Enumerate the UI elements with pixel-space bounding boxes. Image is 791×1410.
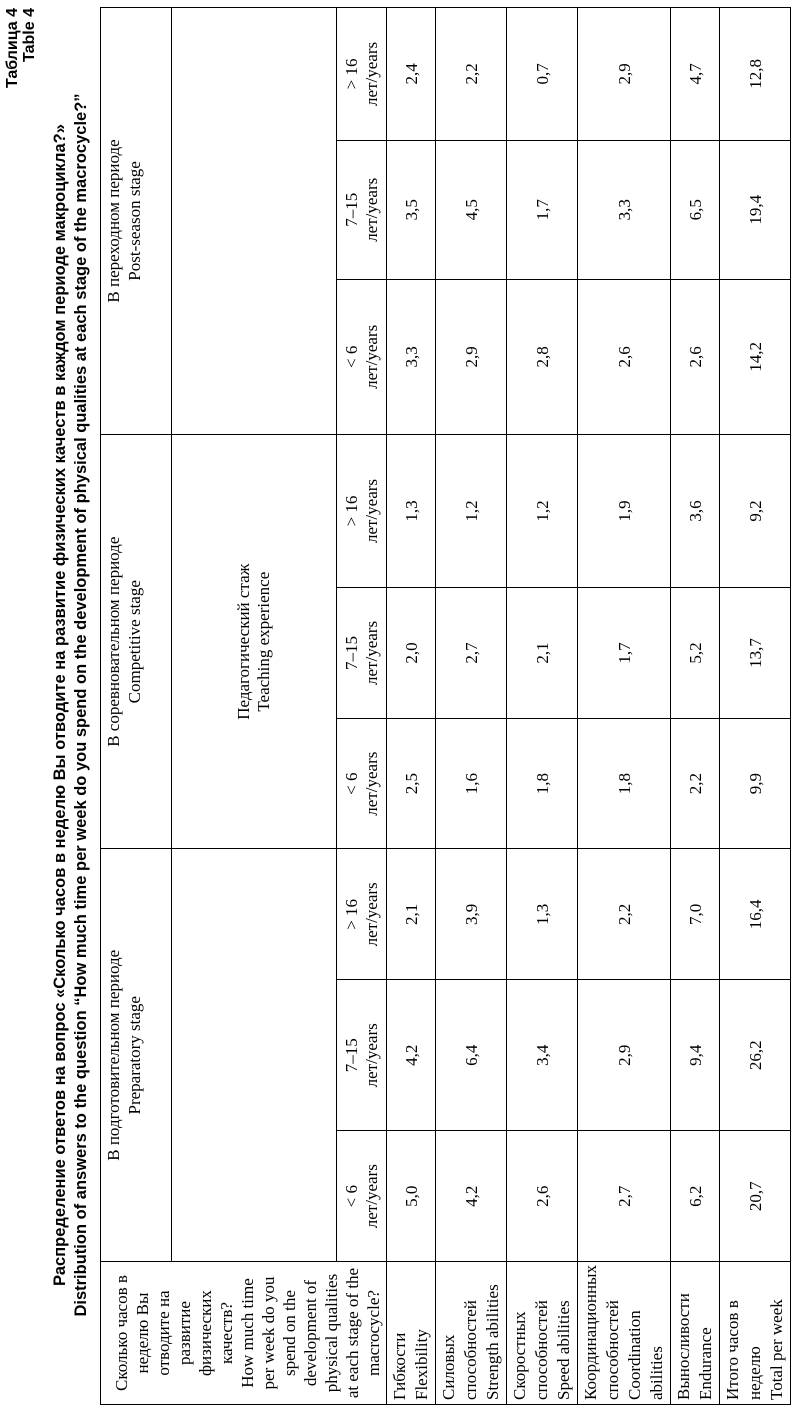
table-cell: 4,2 — [436, 1131, 507, 1262]
table-cell: 2,2 — [578, 849, 671, 980]
table-cell: 6,5 — [671, 140, 720, 279]
group-header: 7–15 лет/years — [337, 140, 387, 279]
table-cell: 2,1 — [507, 588, 578, 719]
table-caption-en: Distribution of answers to the question “How much time per week do you spend on the development of physical qualities at each stage of the macrocycle?” — [72, 93, 90, 1317]
table-row — [671, 8, 720, 1405]
table-row — [578, 8, 671, 1405]
table-cell: 2,1 — [387, 849, 436, 980]
table-cell: 20,7 — [720, 1131, 791, 1262]
table-row — [436, 8, 507, 1405]
table-number-ru: Таблица 4 — [4, 8, 21, 89]
question-ru: Сколько часов в неделю Вы отводите на развитие физических качеств? — [112, 1275, 236, 1391]
table-cell: 2,9 — [436, 279, 507, 434]
table-cell: 12,8 — [720, 8, 791, 141]
table-cell: 1,7 — [578, 588, 671, 719]
table-cell: 3,3 — [578, 140, 671, 279]
table-cell: 2,9 — [578, 8, 671, 141]
group-header: < 6 лет/years — [337, 718, 387, 849]
data-table — [100, 7, 791, 1405]
table-cell: 3,6 — [671, 434, 720, 587]
group-header: < 6 лет/years — [337, 279, 387, 434]
table-cell: 2,6 — [578, 279, 671, 434]
table-cell: 26,2 — [720, 980, 791, 1131]
group-header: 7–15 лет/years — [337, 980, 387, 1131]
table-cell: 16,4 — [720, 849, 791, 980]
table-cell: 9,4 — [671, 980, 720, 1131]
table-cell: 6,2 — [671, 1131, 720, 1262]
table-cell: 2,2 — [671, 718, 720, 849]
row-label: Скоростных способностей Speed abilities — [507, 1262, 578, 1405]
table-cell: 1,9 — [578, 434, 671, 587]
group-header: > 16 лет/years — [337, 8, 387, 141]
table-cell: 13,7 — [720, 588, 791, 719]
period-preparatory-spacer-2 — [318, 849, 336, 1262]
period-competitive-ru: В соревновательном периоде — [104, 536, 123, 747]
row-label: Итого часов в неделю Total per week — [720, 1262, 791, 1405]
table-row — [387, 8, 436, 1405]
table-cell: 5,0 — [387, 1131, 436, 1262]
table-cell: 1,6 — [436, 718, 507, 849]
group-header: 7–15 лет/years — [337, 588, 387, 719]
table-cell: 3,4 — [507, 980, 578, 1131]
table-cell: 2,9 — [578, 980, 671, 1131]
table-cell: 1,8 — [578, 718, 671, 849]
table-cell: 2,7 — [578, 1131, 671, 1262]
period-competitive — [101, 434, 172, 849]
table-cell: 4,7 — [671, 8, 720, 141]
experience-label — [172, 434, 337, 849]
period-competitive-en: Competitive stage — [125, 580, 144, 704]
table-cell: 3,3 — [387, 279, 436, 434]
group-header: < 6 лет/years — [337, 1131, 387, 1262]
period-postseason-spacer — [172, 8, 319, 435]
table-cell: 1,7 — [507, 140, 578, 279]
table-cell: 5,2 — [671, 588, 720, 719]
question-en: How much time per week do you spend on the development of physical qualities at each stage of the macrocycle? — [238, 1267, 383, 1399]
table-row — [507, 8, 578, 1405]
table-cell: 7,0 — [671, 849, 720, 980]
table-cell: 4,2 — [387, 980, 436, 1131]
experience-ru: Педагогический стаж — [234, 563, 253, 720]
row-label: Выносливости Endurance — [671, 1262, 720, 1405]
table-cell: 9,2 — [720, 434, 791, 587]
table-cell: 1,3 — [507, 849, 578, 980]
row-label: Координационных способностей Coordination abilities — [578, 1262, 671, 1405]
period-postseason-ru: В переходном периоде — [104, 139, 123, 303]
table-cell: 2,6 — [507, 1131, 578, 1262]
period-postseason-spacer-2 — [318, 8, 336, 435]
table-cell: 4,5 — [436, 140, 507, 279]
table-cell: 2,2 — [436, 8, 507, 141]
period-postseason-en: Post-season stage — [125, 161, 144, 281]
experience-groups-row — [337, 8, 387, 1405]
table-cell: 2,6 — [671, 279, 720, 434]
table-cell: 0,7 — [507, 8, 578, 141]
row-label: Силовых способностей Strength abilities — [436, 1262, 507, 1405]
table-cell: 14,2 — [720, 279, 791, 434]
table-cell: 3,5 — [387, 140, 436, 279]
table-cell: 1,3 — [387, 434, 436, 587]
table-cell: 3,9 — [436, 849, 507, 980]
table-cell: 1,8 — [507, 718, 578, 849]
question-header-cell — [101, 1262, 387, 1405]
table-number-en: Table 4 — [21, 8, 38, 62]
table-cell: 2,0 — [387, 588, 436, 719]
experience-en: Teaching experience — [254, 571, 273, 712]
table-cell: 19,4 — [720, 140, 791, 279]
table-row-total — [720, 8, 791, 1405]
table-caption-ru: Распределение ответов на вопрос «Сколько часов в неделю Вы отводите на развитие физических качеств в каждом периоде макроцикла?» — [51, 124, 69, 1286]
period-preparatory-en: Preparatory stage — [125, 996, 144, 1115]
table-cell: 2,8 — [507, 279, 578, 434]
period-preparatory-spacer — [172, 849, 319, 1262]
period-postseason — [101, 8, 172, 435]
table-cell: 9,9 — [720, 718, 791, 849]
group-header: > 16 лет/years — [337, 434, 387, 587]
table-cell: 1,2 — [507, 434, 578, 587]
table-cell: 1,2 — [436, 434, 507, 587]
table-cell: 2,5 — [387, 718, 436, 849]
group-header: > 16 лет/years — [337, 849, 387, 980]
period-preparatory-ru: В подготовительном периоде — [104, 949, 123, 1161]
period-preparatory — [101, 849, 172, 1262]
table-cell: 6,4 — [436, 980, 507, 1131]
table-cell: 2,7 — [436, 588, 507, 719]
row-label: Гибкости Flexibility — [387, 1262, 436, 1405]
table-cell: 2,4 — [387, 8, 436, 141]
